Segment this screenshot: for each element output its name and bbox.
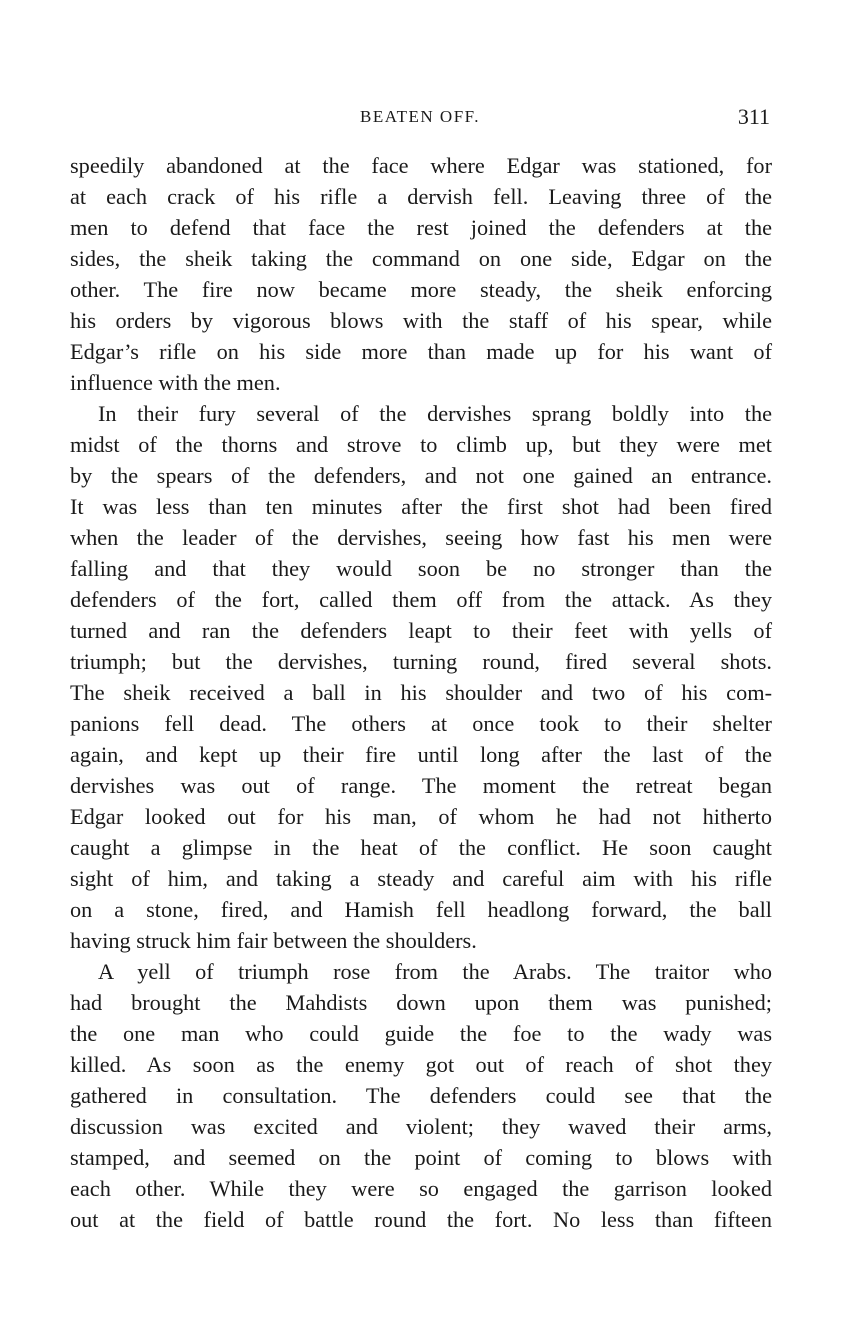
text-line: by the spears of the defenders, and not one gained an entrance.: [70, 463, 772, 488]
text-line: The sheik received a ball in his shoulder and two of his com-: [70, 680, 772, 705]
text-line: influence with the men.: [70, 370, 281, 395]
text-line: men to defend that face the rest joined the defenders at the: [70, 215, 772, 240]
text-line: turned and ran the defenders leapt to their feet with yells of: [70, 618, 772, 643]
text-line: stamped, and seemed on the point of coming to blows with: [70, 1145, 772, 1170]
text-line: on a stone, fired, and Hamish fell headlong forward, the ball: [70, 897, 772, 922]
text-line: had brought the Mahdists down upon them was punished;: [70, 990, 772, 1015]
text-line: midst of the thorns and strove to climb up, but they were met: [70, 432, 772, 457]
text-line: out at the field of battle round the fort. No less than fifteen: [70, 1207, 772, 1232]
text-line: other. The fire now became more steady, the sheik enforcing: [70, 277, 772, 302]
text-line: when the leader of the dervishes, seeing how fast his men were: [70, 525, 772, 550]
text-line: discussion was excited and violent; they waved their arms,: [70, 1114, 772, 1139]
text-line: speedily abandoned at the face where Edgar was stationed, for: [70, 153, 772, 178]
page-number: 311: [737, 104, 770, 129]
text-line: triumph; but the dervishes, turning round, fired several shots.: [70, 649, 772, 674]
text-line: gathered in consultation. The defenders could see that the: [70, 1083, 772, 1108]
text-line: Edgar looked out for his man, of whom he had not hitherto: [70, 804, 772, 829]
text-line: at each crack of his rifle a dervish fell. Leaving three of the: [70, 184, 772, 209]
text-line: In their fury several of the dervishes sprang boldly into the: [98, 401, 772, 426]
page-header: [70, 104, 770, 132]
running-title: BEATEN OFF.: [360, 107, 480, 126]
text-line: Edgar’s rifle on his side more than made up for his want of: [70, 339, 772, 364]
body-text: [70, 150, 772, 1235]
text-line: having struck him fair between the shoulders.: [70, 928, 477, 953]
text-line: A yell of triumph rose from the Arabs. The traitor who: [98, 959, 772, 984]
text-line: each other. While they were so engaged the garrison looked: [70, 1176, 772, 1201]
text-line: It was less than ten minutes after the first shot had been fired: [70, 494, 772, 519]
text-line: panions fell dead. The others at once took to their shelter: [70, 711, 772, 736]
text-line: killed. As soon as the enemy got out of reach of shot they: [70, 1052, 772, 1077]
text-line: sight of him, and taking a steady and careful aim with his rifle: [70, 866, 772, 891]
text-line: falling and that they would soon be no stronger than the: [70, 556, 772, 581]
text-line: again, and kept up their fire until long after the last of the: [70, 742, 772, 767]
text-line: the one man who could guide the foe to the wady was: [70, 1021, 772, 1046]
text-line: sides, the sheik taking the command on one side, Edgar on the: [70, 246, 772, 271]
text-line: his orders by vigorous blows with the staff of his spear, while: [70, 308, 772, 333]
text-line: defenders of the fort, called them off from the attack. As they: [70, 587, 772, 612]
text-line: caught a glimpse in the heat of the conflict. He soon caught: [70, 835, 772, 860]
text-line: dervishes was out of range. The moment the retreat began: [70, 773, 772, 798]
